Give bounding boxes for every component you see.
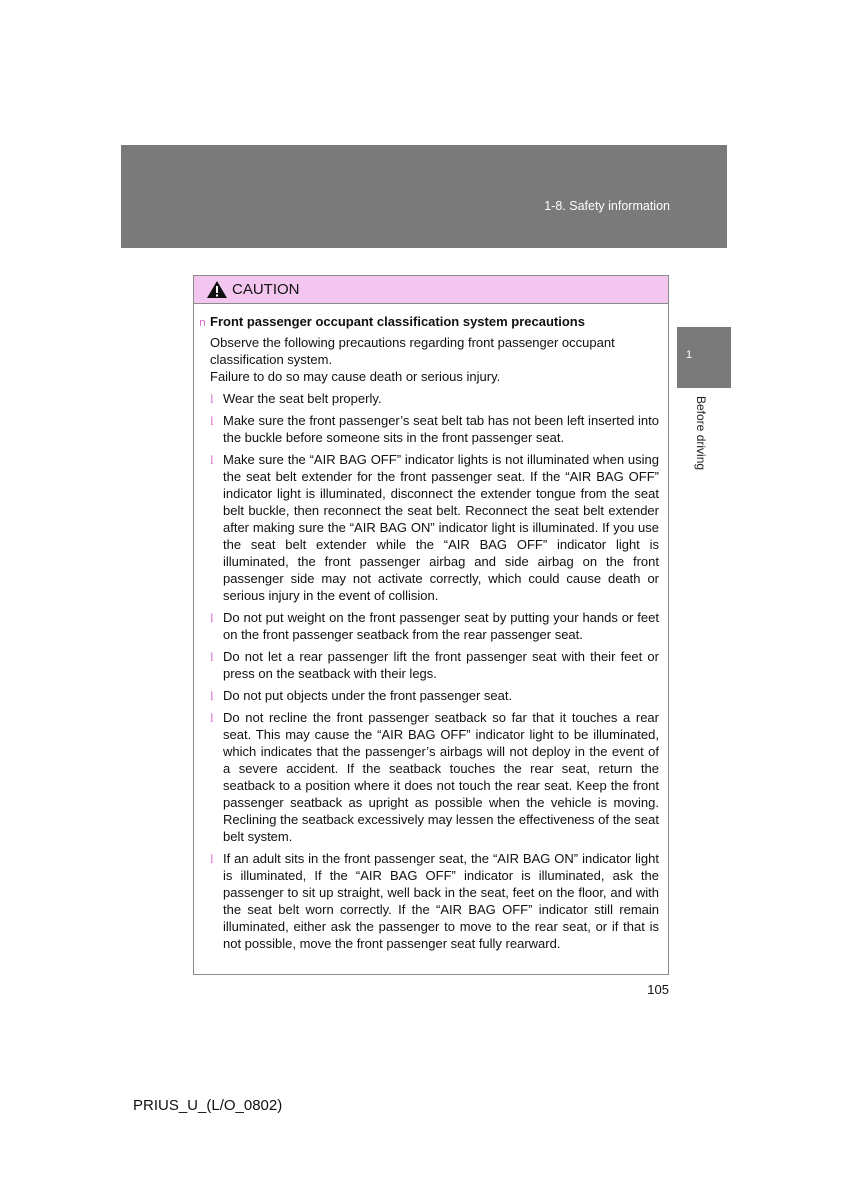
caution-body <box>194 304 668 952</box>
section-title: 1-8. Safety information <box>544 199 670 213</box>
bullet-text: Wear the seat belt properly. <box>223 391 382 406</box>
list-item <box>199 412 663 446</box>
chapter-tab <box>677 327 731 388</box>
list-item <box>199 609 663 643</box>
chapter-number: 1 <box>686 349 693 361</box>
list-item <box>199 709 663 845</box>
bullet-marker: l <box>210 851 214 866</box>
list-item <box>199 390 663 407</box>
list-item <box>199 451 663 604</box>
header-band <box>121 145 727 248</box>
intro-paragraph: Failure to do so may cause death or serious injury. <box>210 369 501 384</box>
bullet-text: If an adult sits in the front passenger seat, the “AIR BAG ON” indicator light is illuminated, If the “AIR BAG OFF” indicator is illuminated, ask the passenger to sit up straight, well back in the seat, feet on the floor, and with the seat belt worn correctly. If the “AIR BAG OFF” indicator still remain illuminated, either ask the passenger to move to the rear seat, or if that is not possible, move the front passenger seat fully rearward. <box>223 851 659 951</box>
precaution-list <box>199 390 663 952</box>
list-item <box>199 687 663 704</box>
bullet-text: Do not let a rear passenger lift the front passenger seat with their feet or press on the seatback with their legs. <box>223 649 659 681</box>
warning-triangle-icon <box>206 280 228 299</box>
list-item <box>199 850 663 952</box>
caution-header <box>194 276 668 304</box>
caution-box <box>193 275 669 975</box>
section-heading <box>199 313 663 331</box>
bullet-marker: l <box>210 688 214 703</box>
bullet-marker: l <box>210 391 214 406</box>
section-marker: n <box>199 316 206 329</box>
bullet-marker: l <box>210 610 214 625</box>
chapter-label: Before driving <box>694 396 708 471</box>
footer-code: PRIUS_U_(L/O_0802) <box>133 1097 283 1114</box>
bullet-text: Do not put objects under the front passenger seat. <box>223 688 513 703</box>
bullet-text: Do not put weight on the front passenger seat by putting your hands or feet on the front passenger seatback from the rear passenger seat. <box>223 610 659 642</box>
bullet-marker: l <box>210 452 214 467</box>
bullet-text: Do not recline the front passenger seatback so far that it touches a rear seat. This may cause the “AIR BAG OFF” indicator light to be illuminated, which indicates that the passenger’s airbags will not deploy in the event of a severe accident. If the seatback touches the rear seat, return the seatback to a position where it does not touch the rear seat. Keep the front passenger seatback as upright as possible when the vehicle is moving. Reclining the seatback excessively may lessen the effectiveness of the seat belt system. <box>223 710 659 844</box>
bullet-marker: l <box>210 710 214 725</box>
bullet-marker: l <box>210 649 214 664</box>
bullet-text: Make sure the “AIR BAG OFF” indicator lights is not illuminated when using the seat belt extender for the front passenger seat. If the “AIR BAG OFF” indicator light is illuminated, disconnect the extender tongue from the seat belt buckle, then reconnect the seat belt. Reconnect the seat belt extender after making sure the “AIR BAG ON” indicator light is illuminated. If you use the seat belt extender while the “AIR BAG OFF” indicator light is illuminated, the front passenger airbag and side airbag on the front passenger side may not activate correctly, which could cause death or serious injury in the event of collision. <box>223 452 659 603</box>
intro-text <box>210 334 659 385</box>
intro-paragraph: Observe the following precautions regarding front passenger occupant classification system. <box>210 335 615 367</box>
list-item <box>199 648 663 682</box>
bullet-text: Make sure the front passenger’s seat belt tab has not been left inserted into the buckle before someone sits in the front passenger seat. <box>223 413 659 445</box>
caution-title: CAUTION <box>232 281 300 298</box>
section-heading-text: Front passenger occupant classification system precautions <box>210 314 585 329</box>
bullet-marker: l <box>210 413 214 428</box>
page-number: 105 <box>647 982 669 997</box>
